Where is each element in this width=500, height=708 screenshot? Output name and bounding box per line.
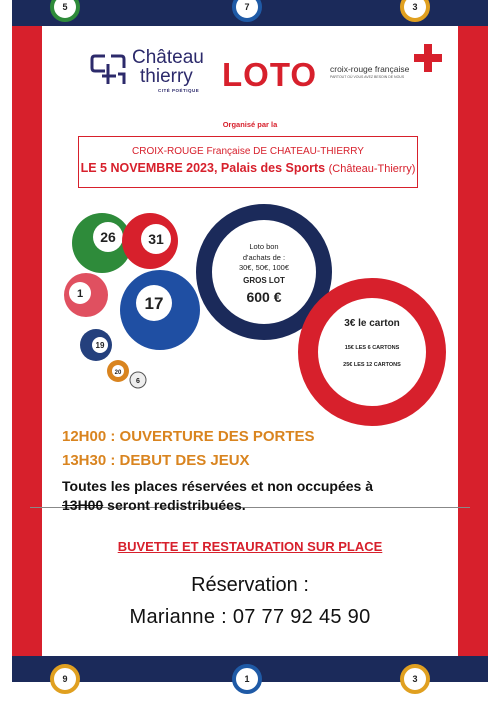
ball-19	[80, 329, 112, 361]
prizes-line3: 30€, 50€, 100€	[238, 263, 290, 272]
ball-17	[120, 270, 200, 350]
loto-balls-illustration	[60, 205, 210, 395]
reservation-label: Réservation :	[191, 574, 309, 596]
cite-poetique-text: CITÉ POÉTIQUE	[158, 88, 200, 93]
thierry-word: thierry	[140, 66, 193, 87]
ball-26-number: 26	[100, 229, 116, 245]
prizes-line1: Loto bon	[249, 242, 279, 251]
doors-open-time: 12H00 : OUVERTURE DES PORTES	[62, 428, 315, 445]
bottom-ball-2	[232, 664, 262, 694]
event-date: LE 5 NOVEMBRE 2023, Palais des Sports	[80, 161, 326, 175]
bottom-ball-1	[50, 664, 80, 694]
bottom-ball-2-number: 1	[244, 674, 250, 684]
price-twelve-cards: 25€ LES 12 CARTONS	[343, 362, 401, 368]
chateau-word: Château	[132, 47, 204, 68]
ball-31	[122, 213, 178, 269]
event-city: (Château-Thierry)	[328, 163, 416, 175]
bottom-ball-3-number: 3	[412, 674, 418, 684]
price-six-cards: 15€ LES 6 CARTONS	[344, 345, 400, 351]
price-per-card: 3€ le carton	[344, 318, 400, 329]
ball-17-number: 17	[144, 294, 164, 313]
chateau-thierry-emblem-icon	[90, 52, 126, 88]
chateau-thierry-wordmark	[132, 48, 204, 86]
organizer-name: CROIX-ROUGE Française DE CHATEAU-THIERRY	[132, 146, 364, 157]
top-ball-2-number: 7	[244, 2, 250, 12]
chateau-thierry-logo	[90, 48, 215, 96]
ball-20	[107, 360, 129, 382]
notice-rest: seront redistribuées.	[107, 497, 246, 513]
organized-by: Organisé par la	[222, 120, 278, 129]
ball-6	[130, 372, 146, 388]
croix-rouge-logo	[330, 44, 445, 84]
games-start-time: 13H30 : DEBUT DES JEUX	[62, 452, 250, 469]
gros-lot-value: 600 €	[246, 288, 282, 305]
red-cross-icon	[414, 44, 442, 72]
ball-6-number: 6	[136, 378, 140, 385]
page-title: LOTO	[222, 56, 318, 93]
notice-line2	[62, 497, 246, 513]
top-ball-1-number: 5	[62, 2, 68, 12]
top-ball-3-number: 3	[412, 2, 418, 12]
organizer-box	[78, 136, 418, 188]
croix-rouge-name: croix-rouge française	[330, 64, 410, 74]
prizes-text	[212, 242, 316, 274]
notice-time: 13H00	[62, 497, 104, 513]
ball-1	[64, 273, 108, 317]
prizes-line2: d'achats de :	[242, 252, 286, 262]
croix-rouge-tagline: PARTOUT OÙ VOUS AVEZ BESOIN DE NOUS	[330, 75, 405, 79]
reservation-contact: Marianne : 07 77 92 45 90	[129, 606, 371, 628]
notice-line1: Toutes les places réservées et non occupées à	[62, 478, 374, 494]
ball-1-number: 1	[76, 288, 84, 300]
event-date-place	[79, 161, 417, 175]
gros-lot-label: GROS LOT	[243, 275, 285, 285]
ball-31-number: 31	[148, 231, 164, 247]
bottom-ball-3	[400, 664, 430, 694]
buvette-notice: BUVETTE ET RESTAURATION SUR PLACE	[117, 539, 383, 554]
bottom-ball-1-number: 9	[62, 674, 68, 684]
pricing-circle	[298, 278, 446, 426]
ball-20-number: 20	[114, 370, 122, 376]
ball-19-number: 19	[95, 341, 105, 350]
